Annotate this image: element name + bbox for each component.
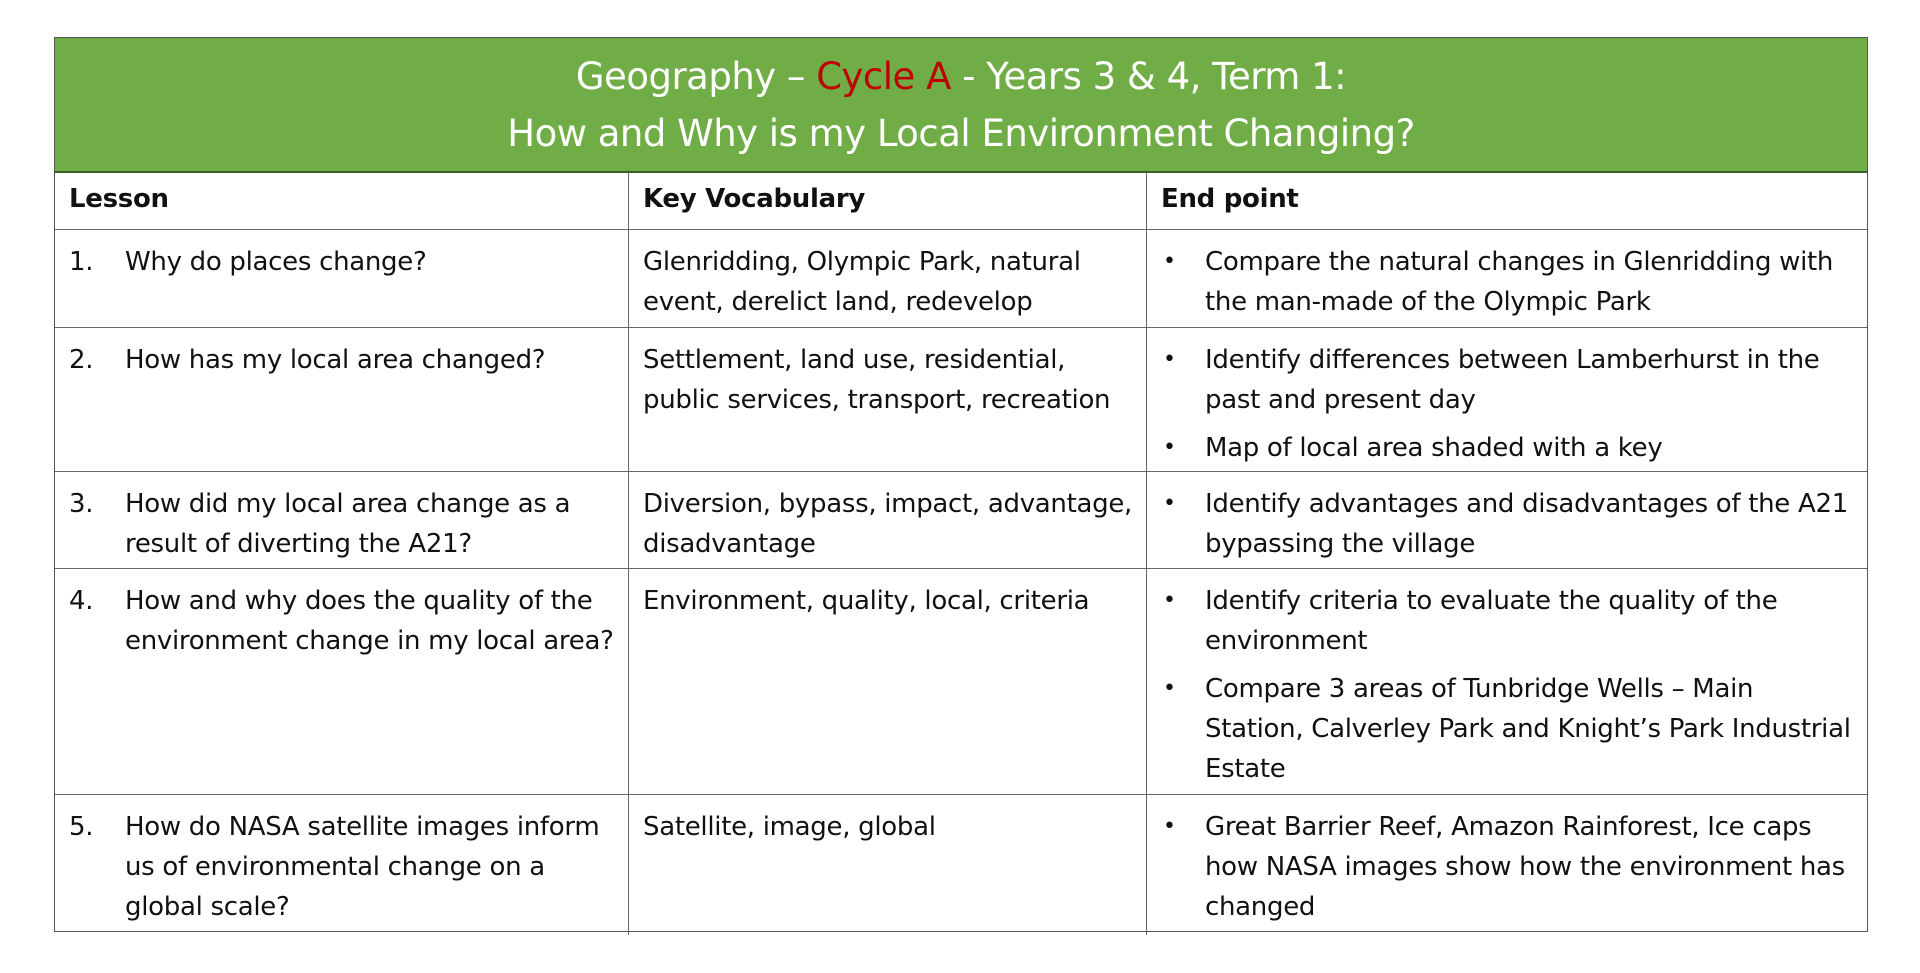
bullet-icon: • bbox=[1163, 249, 1176, 274]
endpoint-text: Identify criteria to evaluate the quality of the environment bbox=[1205, 586, 1778, 656]
endpoint-cell bbox=[1147, 230, 1867, 330]
endpoint-text: Great Barrier Reef, Amazon Rainforest, Ice caps how NASA images show how the environment has changed bbox=[1205, 812, 1845, 922]
header-lesson: Lesson bbox=[55, 173, 629, 229]
lesson-cell bbox=[55, 569, 629, 797]
table-row bbox=[55, 328, 1867, 472]
endpoint-text: Identify advantages and disadvantages of the A21 bypassing the village bbox=[1205, 489, 1848, 559]
endpoint-item bbox=[1161, 484, 1853, 564]
table-row bbox=[55, 569, 1867, 795]
endpoint-item bbox=[1161, 242, 1853, 322]
lesson-cell bbox=[55, 472, 629, 572]
lesson-number: 3. bbox=[69, 489, 94, 519]
lesson-cell bbox=[55, 230, 629, 330]
bullet-icon: • bbox=[1163, 347, 1176, 372]
endpoint-text: Identify differences between Lamberhurst in the past and present day bbox=[1205, 345, 1820, 415]
lesson-number: 5. bbox=[69, 812, 94, 842]
title-years-term: - Years 3 & 4, Term 1: bbox=[950, 54, 1347, 98]
endpoint-list bbox=[1161, 340, 1853, 468]
endpoint-text: Compare the natural changes in Glenridding with the man-made of the Olympic Park bbox=[1205, 247, 1834, 317]
title-banner bbox=[55, 38, 1867, 173]
curriculum-table bbox=[54, 37, 1868, 932]
endpoint-cell bbox=[1147, 795, 1867, 935]
endpoint-text: Map of local area shaded with a key bbox=[1205, 433, 1663, 463]
endpoint-cell bbox=[1147, 328, 1867, 476]
bullet-icon: • bbox=[1163, 676, 1176, 701]
vocab-cell: Glenridding, Olympic Park, natural event, derelict land, redevelop bbox=[629, 230, 1147, 330]
table-row bbox=[55, 795, 1867, 931]
lesson-question: Why do places change? bbox=[125, 247, 427, 277]
vocab-cell: Settlement, land use, residential, public services, transport, recreation bbox=[629, 328, 1147, 476]
bullet-icon: • bbox=[1163, 814, 1176, 839]
table-row bbox=[55, 472, 1867, 569]
lesson-number: 1. bbox=[69, 247, 94, 277]
header-vocab: Key Vocabulary bbox=[629, 173, 1147, 229]
lesson-question: How has my local area changed? bbox=[125, 345, 546, 375]
endpoint-item bbox=[1161, 669, 1853, 789]
vocab-cell: Environment, quality, local, criteria bbox=[629, 569, 1147, 797]
header-row bbox=[55, 173, 1867, 230]
lesson-cell bbox=[55, 795, 629, 935]
vocab-cell: Diversion, bypass, impact, advantage, disadvantage bbox=[629, 472, 1147, 572]
title-line-2: How and Why is my Local Environment Changing? bbox=[507, 111, 1415, 155]
header-endpoint: End point bbox=[1161, 184, 1299, 214]
title-subject: Geography – bbox=[575, 54, 817, 98]
bullet-icon: • bbox=[1163, 435, 1176, 460]
endpoint-item bbox=[1161, 428, 1853, 468]
endpoint-list bbox=[1161, 581, 1853, 789]
lesson-question: How and why does the quality of the environment change in my local area? bbox=[125, 586, 614, 656]
lesson-number: 2. bbox=[69, 345, 94, 375]
endpoint-item bbox=[1161, 340, 1853, 420]
endpoint-text: Compare 3 areas of Tunbridge Wells – Main Station, Calverley Park and Knight’s Park Industrial Estate bbox=[1205, 674, 1851, 784]
endpoint-list bbox=[1161, 242, 1853, 322]
lesson-cell bbox=[55, 328, 629, 476]
endpoint-cell bbox=[1147, 569, 1867, 797]
lesson-question: How did my local area change as a result of diverting the A21? bbox=[125, 489, 571, 559]
endpoint-item bbox=[1161, 807, 1853, 927]
lesson-question: How do NASA satellite images inform us of environmental change on a global scale? bbox=[125, 812, 600, 922]
title-cycle: Cycle A bbox=[816, 54, 951, 98]
lesson-number: 4. bbox=[69, 586, 94, 616]
endpoint-item bbox=[1161, 581, 1853, 661]
bullet-icon: • bbox=[1163, 491, 1176, 516]
vocab-cell: Satellite, image, global bbox=[629, 795, 1147, 935]
endpoint-list bbox=[1161, 484, 1853, 564]
endpoint-list bbox=[1161, 807, 1853, 927]
table-row bbox=[55, 230, 1867, 328]
endpoint-cell bbox=[1147, 472, 1867, 572]
title-line-1 bbox=[576, 48, 1346, 105]
bullet-icon: • bbox=[1163, 588, 1176, 613]
